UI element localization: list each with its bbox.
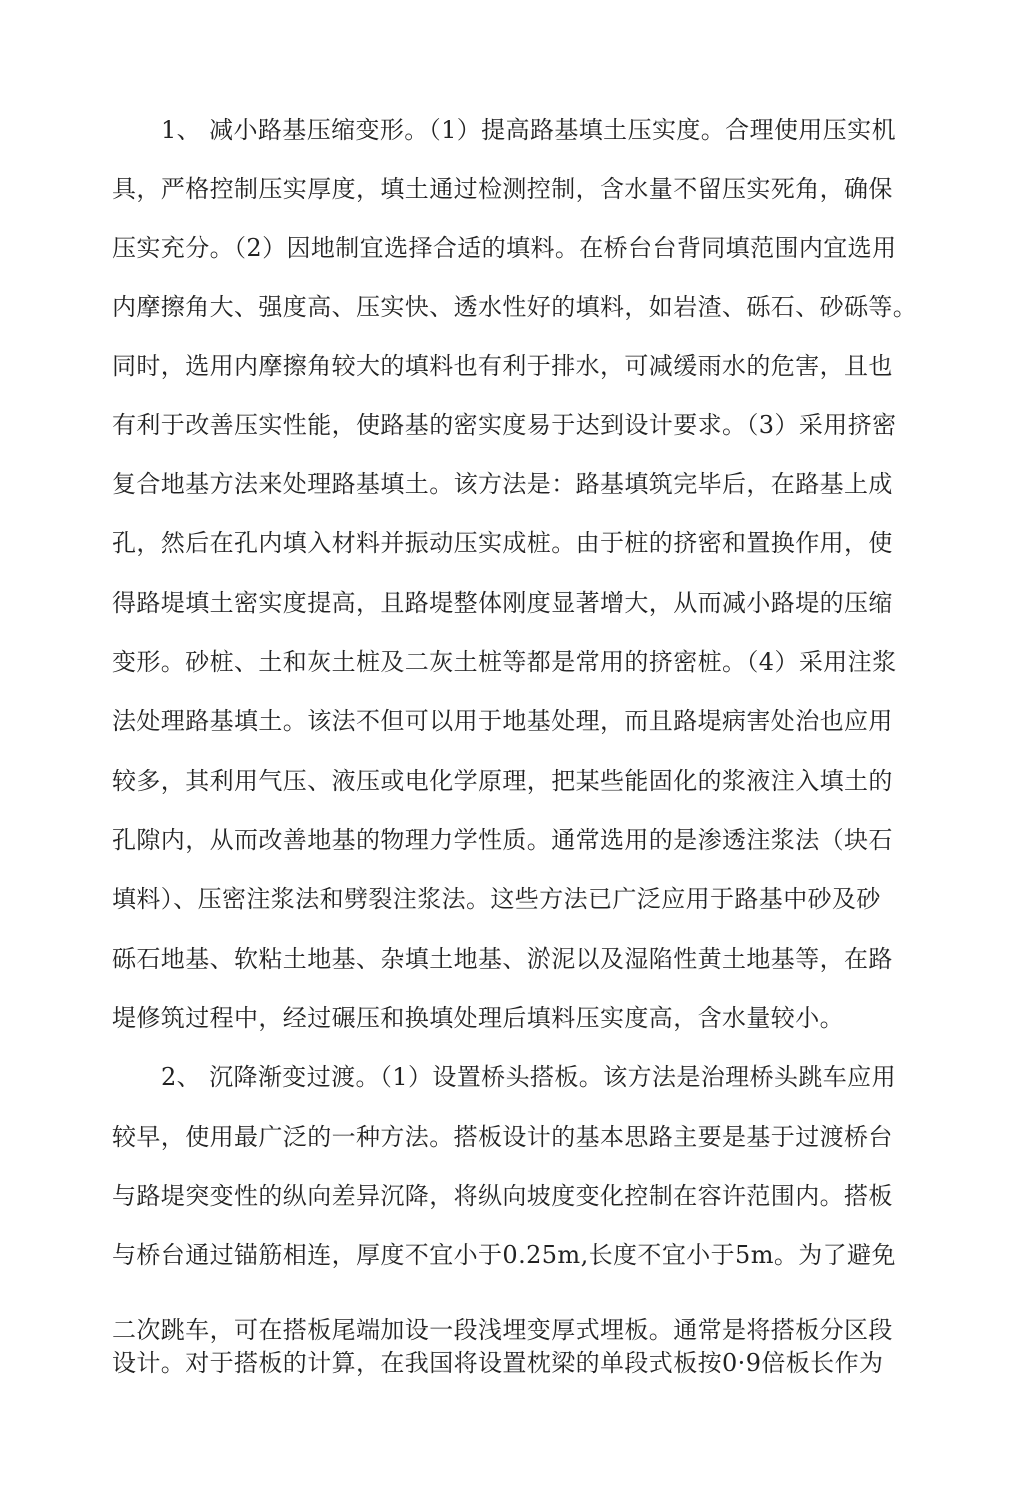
- paragraph-line: 同时，选用内摩擦角较大的填料也有利于排水，可减缓雨水的危害，且也: [112, 352, 893, 380]
- paragraph-line: 复合地基方法来处理路基填土。该方法是：路基填筑完毕后，在路基上成: [112, 470, 893, 498]
- paragraph-line: 填料）、压密注浆法和劈裂注浆法。这些方法已广泛应用于路基中砂及砂: [112, 885, 881, 913]
- paragraph-line: 内摩擦角大、强度高、压实快、透水性好的填料，如岩渣、砾石、砂砾等。: [112, 293, 918, 321]
- paragraph-line: 较早，使用最广泛的一种方法。搭板设计的基本思路主要是基于过渡桥台: [112, 1123, 893, 1151]
- paragraph-line: 二次跳车，可在搭板尾端加设一段浅埋变厚式埋板。通常是将搭板分区段: [112, 1316, 893, 1344]
- paragraph-line: 压实充分。（2）因地制宜选择合适的填料。在桥台台背同填范围内宜选用: [112, 234, 897, 262]
- paragraph-line: 堤修筑过程中，经过碾压和换填处理后填料压实度高，含水量较小。: [112, 1004, 844, 1032]
- paragraph-line: 与桥台通过锚筋相连，厚度不宜小于0.25m,长度不宜小于5m。为了避免: [112, 1241, 896, 1269]
- paragraph-line: 有利于改善压实性能，使路基的密实度易于达到设计要求。（3）采用挤密: [112, 411, 897, 439]
- paragraph-line: 砾石地基、软粘土地基、杂填土地基、淤泥以及湿陷性黄土地基等，在路: [112, 945, 893, 973]
- paragraph-line: 2、 沉降渐变过渡。（1）设置桥头搭板。该方法是治理桥头跳车应用: [161, 1063, 896, 1091]
- paragraph-line: 较多，其利用气压、液压或电化学原理，把某些能固化的浆液注入填土的: [112, 767, 893, 795]
- paragraph-line: 法处理路基填土。该法不但可以用于地基处理，而且路堤病害处治也应用: [112, 707, 893, 735]
- paragraph-line: 设计。对于搭板的计算，在我国将设置枕梁的单段式板按0·9倍板长作为: [112, 1349, 884, 1377]
- paragraph-line: 变形。砂桩、土和灰土桩及二灰土桩等都是常用的挤密桩。（4）采用注浆: [112, 648, 897, 676]
- paragraph-line: 孔隙内，从而改善地基的物理力学性质。通常选用的是渗透注浆法（块石: [112, 826, 893, 854]
- paragraph-line: 1、 减小路基压缩变形。（1）提高路基填土压实度。合理使用压实机: [161, 116, 896, 144]
- paragraph-line: 得路堤填土密实度提高，且路堤整体刚度显著增大，从而减小路堤的压缩: [112, 589, 893, 617]
- paragraph-line: 与路堤突变性的纵向差异沉降，将纵向坡度变化控制在容许范围内。搭板: [112, 1182, 893, 1210]
- paragraph-line: 具，严格控制压实厚度，填土通过检测控制，含水量不留压实死角，确保: [112, 175, 893, 203]
- paragraph-line: 孔，然后在孔内填入材料并振动压实成桩。由于桩的挤密和置换作用，使: [112, 529, 893, 557]
